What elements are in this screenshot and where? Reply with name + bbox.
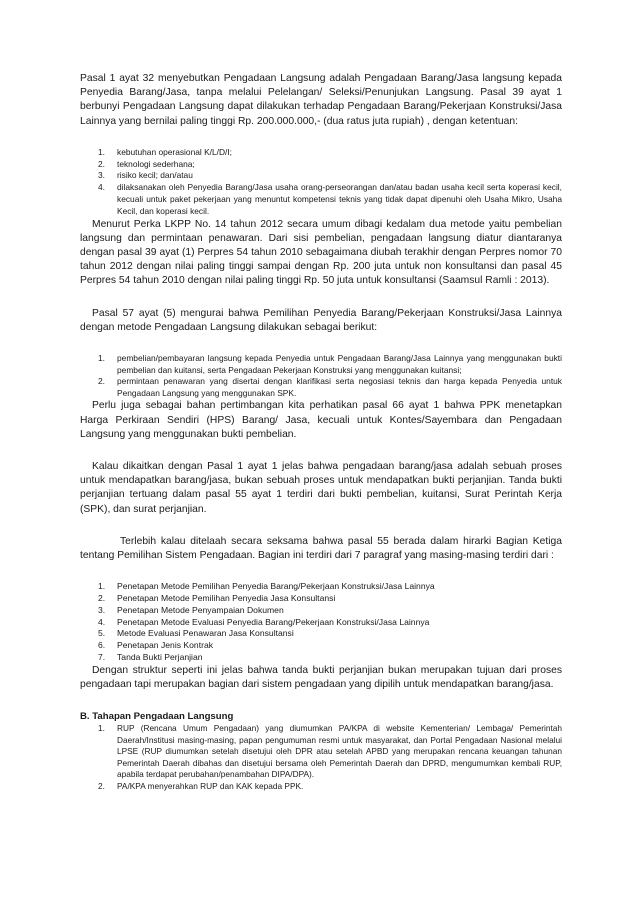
list-number: 2.: [98, 376, 105, 387]
list-item: [80, 593, 562, 605]
list-number: 2.: [98, 593, 106, 604]
list-item: [80, 628, 562, 640]
list-number: 1.: [98, 581, 106, 592]
paragraph-pasal-1-ayat-1: Kalau dikaitkan dengan Pasal 1 ayat 1 jelas bahwa pengadaan barang/jasa adalah sebuah proses untuk mendapatkan barang/jasa, bukan sebuah proses untuk mendapatkan bukti perjanjian. Tanda bukti perjanjian tertuang dalam pasal 55 ayat 1 terdiri dari bukti pembelian, kuitansi, Surat Perintah Kerja (SPK), dan surat perjanjian.: [80, 461, 562, 515]
list-item: [80, 605, 562, 617]
list-item: [80, 353, 562, 376]
list-item: [80, 617, 562, 629]
paragraph-pasal-55: Terlebih kalau ditelaah secara seksama bahwa pasal 55 berada dalam hirarki Bagian Ketiga tentang Pemilihan Sistem Pengadaan. Bagian ini terdiri dari 7 paragraf yang masing-masing terdiri dari :: [80, 535, 562, 562]
list-number: 3.: [98, 604, 106, 615]
list-item: [80, 640, 562, 652]
list-item: [80, 652, 562, 664]
list-metode-pengadaan: [80, 353, 562, 399]
list-tahapan: [80, 723, 562, 792]
list-number: 1.: [98, 146, 105, 157]
list-number: 1.: [98, 353, 105, 364]
list-item: [80, 170, 562, 182]
list-ketentuan: [80, 147, 562, 218]
list-item: [80, 159, 562, 171]
list-item: [80, 147, 562, 159]
paragraph-pasal-57: Pasal 57 ayat (5) mengurai bahwa Pemilihan Penyedia Barang/Pekerjaan Konstruksi/Jasa Lainnya dengan metode Pengadaan Langsung dilakukan sebagai berikut:: [80, 307, 562, 333]
list-text: kebutuhan operasional K/L/D/I;: [117, 146, 233, 157]
list-text: pembelian/pembayaran langsung kepada Penyedia untuk Pengadaan Barang/Jasa Lainnya yang menggunakan bukti pembelian dan kuitansi, serta Pengadaan Pekerjaan Konstruksi yang menggunakan kuitansi;: [117, 353, 562, 375]
paragraph-hps: Perlu juga sebagai bahan pertimbangan kita perhatikan pasal 66 ayat 1 bahwa PPK menetapkan Harga Perkiraan Sendiri (HPS) Barang/ Jasa, kecuali untuk Kontes/Sayembara dan Pengadaan Langsung yang menggunakan bukti pembelian.: [80, 400, 562, 440]
list-item: [80, 182, 562, 217]
list-text: teknologi sederhana;: [117, 158, 195, 169]
list-text: Penetapan Metode Penyampaian Dokumen: [117, 604, 284, 615]
list-item: [80, 781, 562, 793]
list-text: Metode Evaluasi Penawaran Jasa Konsultansi: [117, 628, 294, 639]
list-text: permintaan penawaran yang disertai dengan klarifikasi serta negosiasi teknis dan harga kepada Penyedia untuk Pengadaan Langsung yang menggunakan SPK.: [117, 376, 562, 398]
list-text: Penetapan Metode Pemilihan Penyedia Barang/Pekerjaan Konstruksi/Jasa Lainnya: [117, 581, 435, 592]
list-text: Penetapan Jenis Kontrak: [117, 640, 214, 651]
list-text: Penetapan Metode Evaluasi Penyedia Barang/Pekerjaan Konstruksi/Jasa Lainnya: [117, 616, 430, 627]
paragraph-struktur: Dengan struktur seperti ini jelas bahwa tanda bukti perjanjian bukan merupakan tujuan dari proses pengadaan tapi merupakan bagian dari sistem pengadaan yang dipilih untuk mendapatkan barang/jasa.: [80, 664, 562, 690]
paragraph-perka-lkpp: Menurut Perka LKPP No. 14 tahun 2012 secara umum dibagi kedalam dua metode yaitu pembelian langsung dan permintaan penawaran. Dari sisi pembelian, pengadaan langsung diatur diantaranya dengan pasal 39 ayat (1) Perpres 54 tahun 2010 sebagaimana diubah terakhir dengan Perpres nomor 70 tahun 2012 dengan nilai paling tinggi sampai dengan Rp. 200 juta untuk non konsultansi dan pasal 45 Perpres 54 tahun 2010 dengan nilai paling tinggi Rp. 50 juta untuk konsultansi (Saamsul Ramli : 2013).: [80, 218, 562, 287]
list-text: dilaksanakan oleh Penyedia Barang/Jasa usaha orang-perseorangan dan/atau badan usaha kecil serta koperasi kecil, kecuali untuk paket pekerjaan yang menuntut kompetensi teknis yang tidak dapat dipenuhi oleh Usaha Mikro, Usaha Kecil, dan koperasi kecil.: [117, 182, 562, 216]
list-number: 4.: [98, 182, 105, 193]
list-number: 5.: [98, 628, 106, 639]
list-number: 3.: [98, 170, 105, 181]
list-paragraf: [80, 581, 562, 664]
list-item: [80, 376, 562, 399]
list-text: RUP (Rencana Umum Pengadaan) yang diumumkan PA/KPA di website Kementerian/ Lembaga/ Pemerintah Daerah/Institusi masing-masing, papan pengumuman resmi untuk masyarakat, dan Portal Pengadaan Nasional melalui LPSE (RUP diumumkan setelah disetujui oleh DPR atau setelah APBD yang merupakan rencana keuangan tahunan Pemerintah Daerah dibahas dan disetujui bersama oleh Pemerintah Daerah dan DPRD, mengumumkan kembali RUP, apabila terdapat perubahan/penambahan DIPA/DPA).: [117, 723, 562, 780]
list-number: 2.: [98, 780, 105, 791]
list-number: 6.: [98, 640, 106, 651]
list-text: Tanda Bukti Perjanjian: [117, 652, 203, 662]
paragraph-pasal-1: Pasal 1 ayat 32 menyebutkan Pengadaan Langsung adalah Pengadaan Barang/Jasa langsung kepada Penyedia Barang/Jasa, tanpa melalui Pelelangan/ Seleksi/Penunjukan Langsung. Pasal 39 ayat 1 berbunyi Pengadaan Langsung dapat dilakukan terhadap Pengadaan Barang/Pekerjaan Konstruksi/Jasa Lainnya yang bernilai paling tinggi Rp. 200.000.000,- (dua ratus juta rupiah) , dengan ketentuan:: [80, 73, 562, 127]
list-item: [80, 581, 562, 593]
list-number: 7.: [98, 652, 106, 662]
list-item: [80, 723, 562, 781]
list-text: Penetapan Metode Pemilihan Penyedia Jasa Konsultansi: [117, 593, 336, 604]
section-heading: B. Tahapan Pengadaan Langsung: [80, 711, 234, 723]
list-number: 1.: [98, 723, 105, 734]
list-text: PA/KPA menyerahkan RUP dan KAK kepada PPK.: [117, 780, 304, 791]
list-text: risiko kecil; dan/atau: [117, 170, 193, 181]
list-number: 2.: [98, 158, 105, 169]
document-page: [80, 72, 562, 792]
list-number: 4.: [98, 616, 106, 627]
